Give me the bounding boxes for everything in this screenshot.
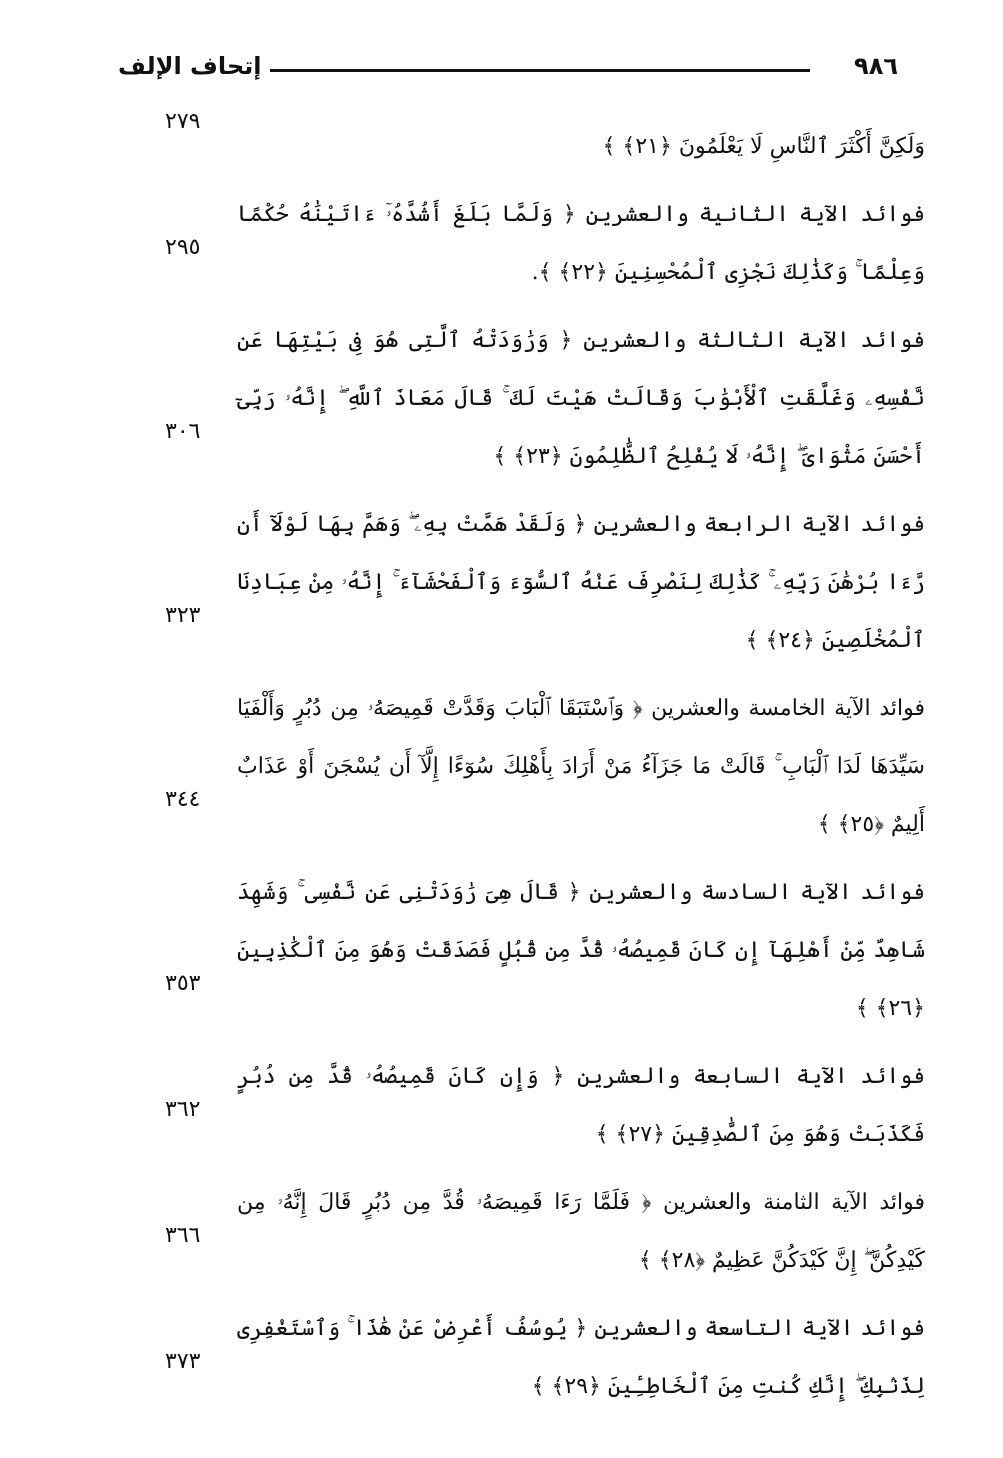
- index-entry: [165, 312, 930, 486]
- header-rule: [270, 69, 810, 72]
- entry-page-ref: ٢٩٥: [165, 235, 201, 260]
- entry-page-ref: ٣٥٣: [165, 971, 201, 996]
- entry-text: وَلَكِنَّ أَكْثَرَ ٱلنَّاسِ لَا يَعْلَمُونَ ﴿٢١﴾ ﴾: [602, 134, 925, 159]
- entry-page-ref: ٣٤٤: [165, 787, 201, 812]
- entry-text: فوائد الآية الرابعة والعشرين ﴿ وَلَقَدْ هَمَّتْ بِهِۦ ۖ وَهَمَّ بِهَا لَوْلَآ أَن رَّءَا بُرْهَٰنَ رَبِّهِۦ ۚ كَذَٰلِكَ لِنَصْرِفَ عَنْهُ ٱلسُّوٓءَ وَٱلْفَحْشَآءَ ۚ إِنَّهُۥ مِنْ عِبَادِنَا ٱلْمُخْلَصِينَ ﴿٢٤﴾ ﴾: [237, 512, 925, 653]
- entry-page-ref: ٣٧٣: [165, 1349, 201, 1374]
- index-entry: [165, 680, 930, 854]
- entry-page-ref: ٣٦٦: [165, 1223, 201, 1248]
- entry-text: فوائد الآية الثامنة والعشرين ﴿ فَلَمَّا رَءَا قَمِيصَهُۥ قُدَّ مِن دُبُرٍ قَالَ إِنَّهُۥ مِن كَيْدِكُنَّ ۖ إِنَّ كَيْدَكُنَّ عَظِيمٌ ﴿٢٨﴾ ﴾: [237, 1190, 925, 1273]
- book-title: إتحاف الإلف: [118, 52, 262, 80]
- entry-page-ref: ٣٠٦: [165, 419, 201, 444]
- entry-text: فوائد الآية السابعة والعشرين ﴿ وَإِن كَانَ قَمِيصُهُۥ قُدَّ مِن دُبُرٍ فَكَذَبَتْ وَهُوَ مِنَ ٱلصَّٰدِقِينَ ﴿٢٧﴾ ﴾: [237, 1064, 925, 1147]
- entry-text: فوائد الآية السادسة والعشرين ﴿ قَالَ هِىَ رَٰوَدَتْنِى عَن نَّفْسِى ۚ وَشَهِدَ شَاهِدٌ مِّنْ أَهْلِهَآ إِن كَانَ قَمِيصُهُۥ قُدَّ مِن قُبُلٍ فَصَدَقَتْ وَهُوَ مِنَ ٱلْكَٰذِبِينَ ﴿٢٦﴾ ﴾: [237, 880, 925, 1021]
- index-entry: [165, 1300, 930, 1416]
- entry-page-ref: ٣٦٢: [165, 1097, 201, 1122]
- index-entry: [165, 864, 930, 1038]
- entry-text: فوائد الآية الثانية والعشرين ﴿ وَلَمَّا بَلَغَ أَشُدَّهُۥٓ ءَاتَيْنَٰهُ حُكْمًا وَعِلْمًا ۚ وَكَذَٰلِكَ نَجْزِى ٱلْمُحْسِنِينَ ﴿٢٢﴾ ﴾.: [237, 202, 925, 285]
- index-entries: [165, 109, 930, 1426]
- entry-page-ref: ٣٢٣: [165, 603, 201, 628]
- page-number: ٩٨٦: [854, 52, 898, 80]
- index-entry: [165, 1048, 930, 1164]
- entry-text: فوائد الآية الخامسة والعشرين ﴿ وَٱسْتَبَقَا ٱلْبَابَ وَقَدَّتْ قَمِيصَهُۥ مِن دُبُرٍ وَأَلْفَيَا سَيِّدَهَا لَدَا ٱلْبَابِ ۚ قَالَتْ مَا جَزَآءُ مَنْ أَرَادَ بِأَهْلِكَ سُوٓءًا إِلَّآ أَن يُسْجَنَ أَوْ عَذَابٌ أَلِيمٌ ﴿٢٥﴾ ﴾: [237, 696, 925, 837]
- index-entry: [165, 186, 930, 302]
- index-entry: [165, 1174, 930, 1290]
- index-entry: [165, 109, 930, 176]
- entry-page-ref: ٢٧٩: [165, 109, 201, 134]
- index-entry: [165, 496, 930, 670]
- entry-text: فوائد الآية التاسعة والعشرين ﴿ يُوسُفُ أَعْرِضْ عَنْ هَٰذَا ۚ وَٱسْتَغْفِرِى لِذَنۢبِكِ ۖ إِنَّكِ كُنتِ مِنَ ٱلْخَاطِـِٔينَ ﴿٢٩﴾ ﴾: [237, 1316, 925, 1399]
- running-header: [118, 52, 898, 92]
- entry-text: فوائد الآية الثالثة والعشرين ﴿ وَرَٰوَدَتْهُ ٱلَّتِى هُوَ فِى بَيْتِهَا عَن نَّفْسِهِۦ وَغَلَّقَتِ ٱلْأَبْوَٰبَ وَقَالَتْ هَيْتَ لَكَ ۚ قَالَ مَعَاذَ ٱللَّهِ ۖ إِنَّهُۥ رَبِّىٓ أَحْسَنَ مَثْوَاىَ ۖ إِنَّهُۥ لَا يُفْلِحُ ٱلظَّٰلِمُونَ ﴿٢٣﴾ ﴾: [237, 328, 925, 469]
